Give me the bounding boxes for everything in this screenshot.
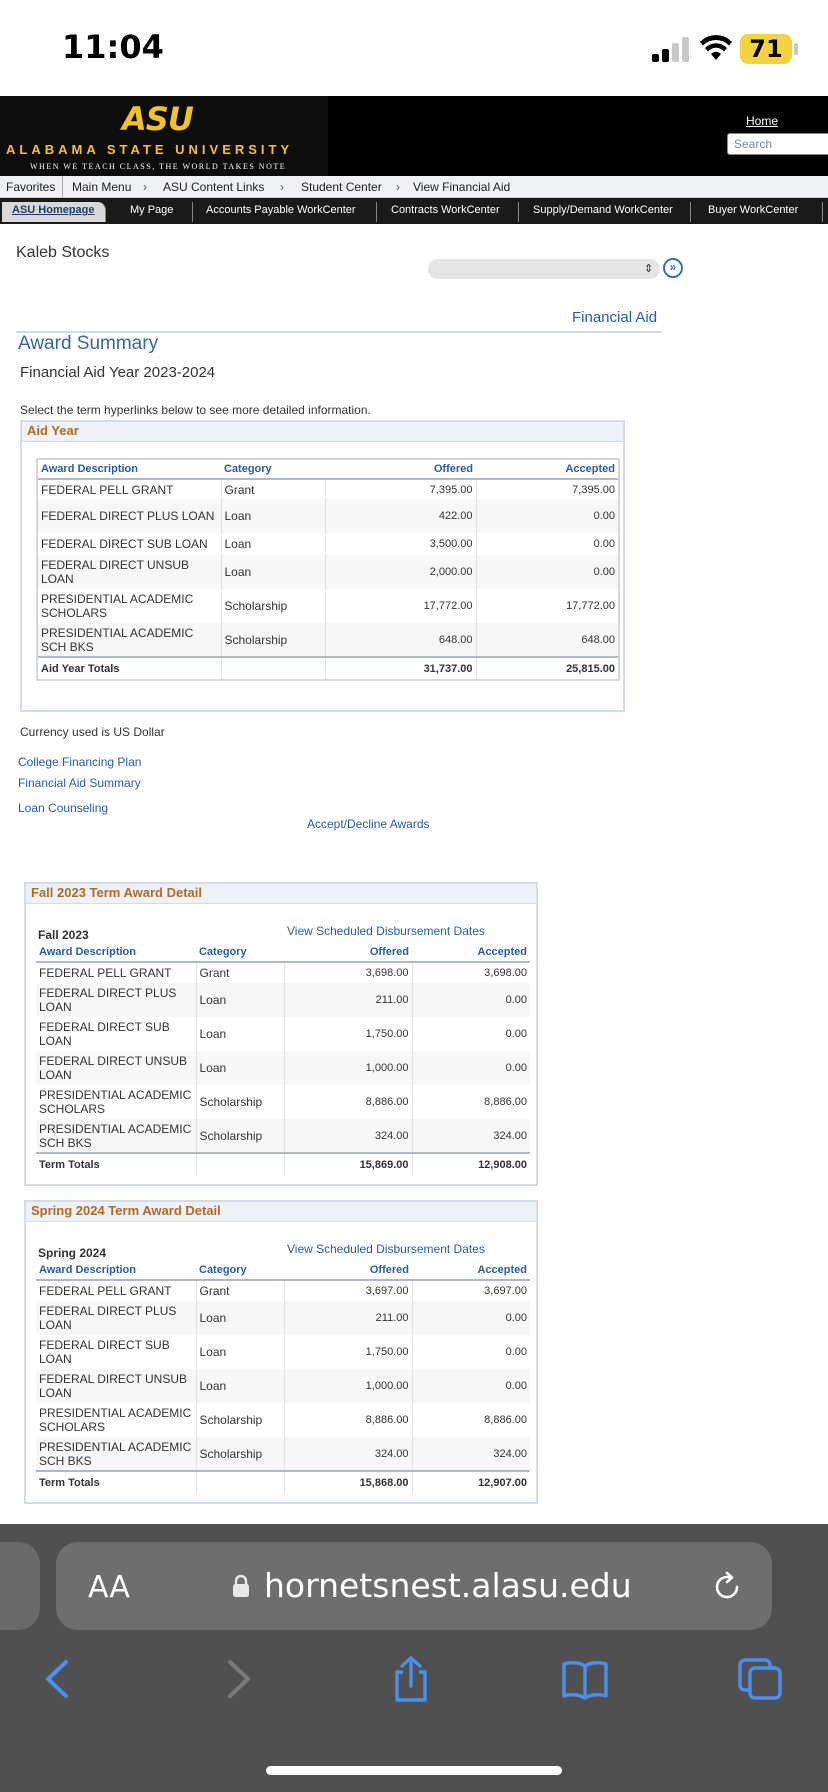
workcenter-tabs	[0, 198, 828, 224]
tab-asu-homepage[interactable]: ASU Homepage	[2, 202, 106, 222]
award-category: Loan	[196, 1369, 284, 1403]
award-accepted: 0.00	[476, 555, 618, 589]
back-icon[interactable]	[34, 1656, 84, 1702]
site-header	[0, 96, 828, 176]
view-financial-aid-link[interactable]: View Financial Aid	[413, 180, 511, 194]
award-description: FEDERAL DIRECT UNSUB LOAN	[38, 555, 221, 589]
fall-disbursement-dates-link[interactable]: View Scheduled Disbursement Dates	[287, 924, 485, 938]
table-row	[36, 1437, 530, 1471]
fall-award-table	[36, 943, 530, 1175]
table-row	[38, 623, 618, 657]
award-accepted: 3,697.00	[484, 1285, 527, 1297]
award-offered: 211.00	[284, 983, 412, 1017]
award-accepted: 17,772.00	[566, 600, 615, 612]
award-category: Scholarship	[196, 1119, 284, 1153]
table-row	[36, 1335, 530, 1369]
tab-accounts-payable[interactable]: Accounts Payable WorkCenter	[206, 202, 377, 222]
award-description: FEDERAL PELL GRANT	[36, 1280, 196, 1301]
award-offered: 7,395.00	[325, 479, 476, 499]
award-accepted: 324.00	[412, 1119, 530, 1153]
accept-decline-awards-link[interactable]: Accept/Decline Awards	[307, 817, 430, 831]
col-accepted[interactable]: Accepted	[476, 460, 618, 479]
divider	[62, 176, 63, 197]
award-accepted: 648.00	[476, 623, 618, 657]
table-row	[36, 962, 530, 983]
award-category: Loan	[196, 1051, 284, 1085]
award-accepted: 0.00	[412, 1301, 530, 1335]
award-category: Loan	[196, 1335, 284, 1369]
table-row	[38, 555, 618, 589]
award-accepted: 8,886.00	[484, 1096, 527, 1108]
totals-row	[38, 657, 618, 679]
col-award-description[interactable]: Award Description	[38, 460, 221, 479]
table-row	[36, 1119, 530, 1153]
award-offered: 17,772.00	[325, 589, 476, 623]
breadcrumb	[0, 176, 828, 198]
tabs-icon[interactable]	[736, 1656, 786, 1702]
asu-content-links[interactable]: ASU Content Links	[163, 180, 265, 194]
chevron-right-icon: ›	[396, 180, 400, 194]
award-category: Scholarship	[196, 1437, 284, 1471]
home-indicator[interactable]	[266, 1766, 562, 1775]
totals-accepted: 12,907.00	[412, 1471, 530, 1493]
tagline: WHEN WE TEACH CLASS, THE WORLD TAKES NOTE	[30, 162, 287, 171]
status-bar	[0, 0, 828, 96]
spring-disbursement-dates-link[interactable]: View Scheduled Disbursement Dates	[287, 1242, 485, 1256]
award-description: FEDERAL DIRECT SUB LOAN	[36, 1017, 196, 1051]
award-description: PRESIDENTIAL ACADEMIC SCHOLARS	[38, 589, 221, 623]
financial-aid-link[interactable]: Financial Aid	[572, 309, 658, 326]
award-offered: 324.00	[284, 1119, 412, 1153]
aid-year-label: Financial Aid Year 2023-2024	[20, 364, 216, 381]
previous-tab-peek[interactable]	[0, 1542, 40, 1630]
aid-year-table	[38, 460, 618, 679]
col-award-description[interactable]: Award Description	[36, 1261, 196, 1280]
award-offered: 324.00	[284, 1437, 412, 1471]
award-offered: 8,886.00	[284, 1403, 412, 1437]
award-accepted: 0.00	[505, 1346, 527, 1358]
award-accepted: 0.00	[505, 1028, 527, 1040]
chevron-right-icon: ›	[280, 180, 284, 194]
col-category[interactable]: Category	[196, 1261, 284, 1280]
award-category: Loan	[196, 1301, 284, 1335]
currency-note: Currency used is US Dollar	[20, 725, 165, 739]
col-category[interactable]: Category	[196, 943, 284, 962]
award-category: Loan	[221, 555, 325, 589]
award-accepted: 7,395.00	[572, 483, 615, 496]
career-select[interactable]	[428, 259, 660, 279]
award-accepted: 0.00	[412, 1369, 530, 1403]
award-description: FEDERAL DIRECT UNSUB LOAN	[36, 1369, 196, 1403]
table-row	[36, 1085, 530, 1119]
tab-contracts[interactable]: Contracts WorkCenter	[391, 202, 519, 222]
text-size-button[interactable]	[88, 1570, 130, 1605]
award-offered: 3,500.00	[325, 533, 476, 555]
award-description: FEDERAL DIRECT SUB LOAN	[36, 1335, 196, 1369]
table-row	[38, 479, 618, 499]
col-award-description[interactable]: Award Description	[36, 943, 196, 962]
col-accepted[interactable]: Accepted	[412, 1261, 530, 1280]
status-time: 11:04	[62, 28, 164, 66]
tab-buyer[interactable]: Buyer WorkCenter	[708, 202, 823, 222]
totals-label: Term Totals	[36, 1153, 196, 1175]
award-offered: 1,750.00	[284, 1335, 412, 1369]
university-name: ALABAMA STATE UNIVERSITY	[6, 142, 294, 157]
spring-term-label: Spring 2024	[38, 1246, 107, 1260]
totals-row	[36, 1153, 530, 1175]
award-description: PRESIDENTIAL ACADEMIC SCH BKS	[36, 1437, 196, 1471]
cellular-signal-icon	[652, 36, 692, 62]
award-description: PRESIDENTIAL ACADEMIC SCH BKS	[38, 623, 221, 657]
award-offered: 1,000.00	[284, 1051, 412, 1085]
totals-label: Term Totals	[36, 1471, 196, 1493]
award-category: Grant	[196, 962, 284, 983]
fall-term-label: Fall 2023	[38, 928, 89, 942]
totals-category	[221, 657, 325, 679]
award-accepted: 3,698.00	[484, 967, 527, 979]
main-menu[interactable]: Main Menu	[72, 180, 132, 194]
home-link[interactable]: Home	[746, 114, 779, 128]
award-accepted: 0.00	[476, 499, 618, 533]
award-offered: 422.00	[325, 499, 476, 533]
student-name: Kaleb Stocks	[16, 244, 110, 261]
award-description: FEDERAL DIRECT PLUS LOAN	[36, 983, 196, 1017]
table-row	[36, 1051, 530, 1085]
award-accepted: 324.00	[412, 1437, 530, 1471]
award-description: FEDERAL PELL GRANT	[38, 479, 221, 499]
totals-label: Aid Year Totals	[38, 657, 221, 679]
wifi-icon	[700, 34, 732, 62]
page-title: Award Summary	[18, 333, 159, 354]
award-offered: 3,698.00	[284, 962, 412, 983]
award-offered: 8,886.00	[284, 1085, 412, 1119]
award-description: FEDERAL DIRECT SUB LOAN	[38, 533, 221, 555]
text-size-label: AA	[88, 1570, 130, 1605]
award-accepted: 0.00	[412, 1051, 530, 1085]
asu-logo[interactable]: ASU	[122, 100, 193, 138]
spring-term-title[interactable]: Spring 2024 Term Award Detail	[26, 1202, 536, 1222]
totals-offered: 15,868.00	[284, 1471, 412, 1493]
award-description: FEDERAL DIRECT PLUS LOAN	[38, 499, 221, 533]
award-category: Loan	[196, 983, 284, 1017]
favorites-menu[interactable]: Favorites	[6, 180, 56, 194]
table-row	[36, 1301, 530, 1335]
aid-year-title: Aid Year	[22, 422, 623, 442]
tab-my-page[interactable]: My Page	[130, 202, 193, 222]
award-accepted: 0.00	[593, 538, 615, 550]
table-row	[38, 589, 618, 623]
url-text[interactable]: hornetsnest.alasu.edu	[264, 1566, 632, 1605]
award-category: Scholarship	[196, 1085, 284, 1119]
award-description: FEDERAL DIRECT UNSUB LOAN	[36, 1051, 196, 1085]
award-offered: 1,750.00	[284, 1017, 412, 1051]
award-description: FEDERAL DIRECT PLUS LOAN	[36, 1301, 196, 1335]
award-category: Loan	[221, 533, 325, 555]
go-button[interactable]: »	[663, 258, 683, 278]
table-row	[36, 1017, 530, 1051]
totals-offered: 15,869.00	[284, 1153, 412, 1175]
award-description: FEDERAL PELL GRANT	[36, 962, 196, 983]
award-category: Scholarship	[221, 589, 325, 623]
select-arrows-icon[interactable]: ⇕	[644, 263, 654, 275]
award-description: PRESIDENTIAL ACADEMIC SCHOLARS	[36, 1403, 196, 1437]
table-row	[38, 499, 618, 533]
instructions: Select the term hyperlinks below to see more detailed information.	[20, 403, 371, 417]
table-row	[36, 1369, 530, 1403]
col-accepted[interactable]: Accepted	[412, 943, 530, 962]
table-row	[36, 983, 530, 1017]
tab-supply-demand[interactable]: Supply/Demand WorkCenter	[533, 202, 691, 222]
logo-block[interactable]	[0, 96, 328, 176]
student-center-link[interactable]: Student Center	[301, 180, 382, 194]
totals-offered: 31,737.00	[325, 657, 476, 679]
table-row	[38, 533, 618, 555]
award-offered: 648.00	[325, 623, 476, 657]
col-offered[interactable]: Offered	[325, 460, 476, 479]
col-offered[interactable]: Offered	[284, 1261, 412, 1280]
totals-category	[196, 1153, 284, 1175]
totals-accepted: 12,908.00	[412, 1153, 530, 1175]
college-financing-plan-link[interactable]: College Financing Plan	[18, 755, 142, 769]
award-offered: 2,000.00	[325, 555, 476, 589]
award-offered: 3,697.00	[284, 1280, 412, 1301]
table-row	[36, 1280, 530, 1301]
loan-counseling-link[interactable]: Loan Counseling	[18, 801, 109, 815]
reload-icon[interactable]	[710, 1570, 744, 1604]
chevron-right-icon: ›	[143, 180, 147, 194]
col-category[interactable]: Category	[221, 460, 325, 479]
award-category: Grant	[196, 1280, 284, 1301]
aid-year-group	[20, 420, 625, 712]
award-category: Loan	[221, 499, 325, 533]
award-accepted: 0.00	[412, 983, 530, 1017]
bookmarks-icon[interactable]	[560, 1656, 610, 1702]
award-description: PRESIDENTIAL ACADEMIC SCHOLARS	[36, 1085, 196, 1119]
totals-row	[36, 1471, 530, 1493]
battery-icon: 71	[740, 34, 792, 64]
lock-icon	[232, 1574, 250, 1598]
share-icon[interactable]	[386, 1656, 436, 1702]
forward-icon[interactable]	[212, 1656, 262, 1702]
award-category: Loan	[196, 1017, 284, 1051]
award-category: Grant	[221, 479, 325, 499]
battery-tip	[794, 43, 798, 55]
award-category: Scholarship	[221, 623, 325, 657]
table-row	[36, 1403, 530, 1437]
award-offered: 1,000.00	[284, 1369, 412, 1403]
col-offered[interactable]: Offered	[284, 943, 412, 962]
spring-award-table	[36, 1261, 530, 1493]
search-input[interactable]: Search	[727, 133, 828, 155]
financial-aid-summary-link[interactable]: Financial Aid Summary	[18, 776, 141, 790]
aid-year-grid-frame	[36, 458, 620, 681]
award-offered: 211.00	[284, 1301, 412, 1335]
totals-accepted: 25,815.00	[476, 657, 618, 679]
award-description: PRESIDENTIAL ACADEMIC SCH BKS	[36, 1119, 196, 1153]
award-accepted: 8,886.00	[484, 1414, 527, 1426]
fall-term-title[interactable]: Fall 2023 Term Award Detail	[26, 884, 536, 904]
totals-category	[196, 1471, 284, 1493]
award-category: Scholarship	[196, 1403, 284, 1437]
